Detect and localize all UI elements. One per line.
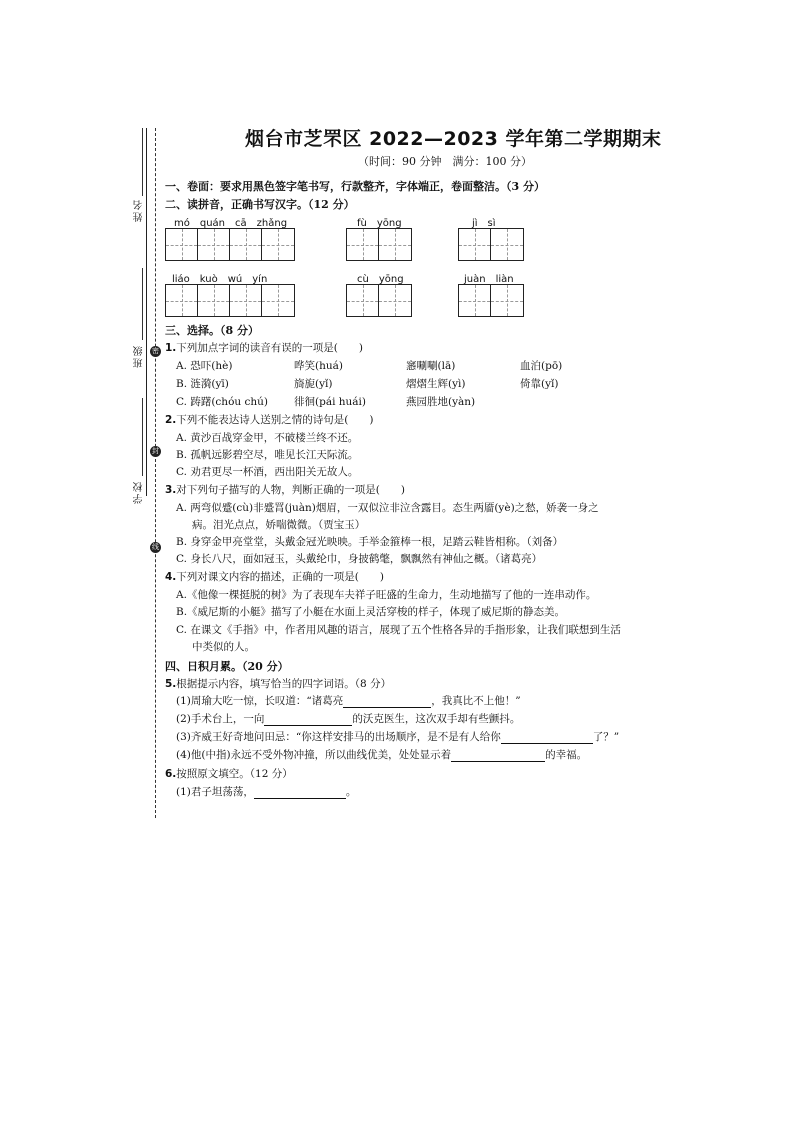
q5-item-1 <box>176 693 521 708</box>
question-text: 按照原文填空。（12 分） <box>176 768 293 780</box>
q4-option-a[interactable]: A.《他像一棵挺脱的树》为了表现车夫祥子旺盛的生命力，生动地描写了他的一连串动作。 <box>176 589 597 601</box>
q4-option-b[interactable]: B.《威尼斯的小艇》描写了小艇在水面上灵活穿梭的样子，体现了威尼斯的静态美。 <box>176 606 566 618</box>
writing-cell[interactable] <box>379 229 411 260</box>
pinyin-label: fù yōng <box>357 218 402 229</box>
school-label: 学校 <box>134 480 145 504</box>
pinyin-label: liáo kuò wú yín <box>172 274 268 285</box>
pinyin-label: mó quán cā zhǎng <box>174 218 288 229</box>
answer-blank[interactable] <box>254 787 346 799</box>
question-2-stem <box>165 412 374 427</box>
q1-option-word: 熠熠生辉(yì) <box>406 378 466 390</box>
item-text: (1)君子坦荡荡， <box>176 786 254 798</box>
pinyin-label: juàn liàn <box>464 274 514 285</box>
writing-cell[interactable] <box>491 229 523 260</box>
item-text: 。 <box>345 786 357 798</box>
writing-cell[interactable] <box>459 229 491 260</box>
pinyin-label: jì sì <box>472 218 496 229</box>
question-number: 5. <box>165 678 177 690</box>
q4-option-c[interactable]: C. 在课文《手指》中，作者用风趣的语言，展现了五个性格各异的手指形象，让我们联想到生活 <box>176 624 621 636</box>
item-text: (3)齐威王好奇地问田忌：“你这样安排马的出场顺序，是不是有人给你 <box>176 731 501 743</box>
question-text: 下列不能表达诗人送别之情的诗句是( ) <box>176 414 374 426</box>
q1-option-word: 旖旎(yǐ) <box>294 378 333 390</box>
seal-dot: 密 <box>152 347 159 355</box>
page-subtitle: （时间：90 分钟 满分：100 分） <box>358 155 532 168</box>
question-number: 6. <box>165 768 177 780</box>
q1-option-word: 徘徊(pái huái) <box>294 396 367 408</box>
writing-cell[interactable] <box>230 285 262 316</box>
writing-grid[interactable] <box>458 284 524 317</box>
answer-blank[interactable] <box>343 696 431 708</box>
item-text: ，我真比不上他！” <box>431 695 521 707</box>
question-5-stem <box>165 676 391 691</box>
writing-cell[interactable] <box>491 285 523 316</box>
q2-option-c[interactable]: C. 劝君更尽一杯酒，西出阳关无故人。 <box>176 466 359 478</box>
question-number: 2. <box>165 414 177 426</box>
question-3-stem <box>165 482 405 497</box>
margin-solid-line <box>146 128 147 496</box>
section-4-heading: 四、日积月累。（20 分） <box>165 660 289 673</box>
q1-option-word: 窸唰唰(lā) <box>406 360 456 372</box>
q5-item-4 <box>176 747 587 762</box>
writing-cell[interactable] <box>347 285 379 316</box>
name-field[interactable] <box>142 128 143 196</box>
seal-dot: 封 <box>152 447 159 455</box>
seal-dashed-line <box>155 128 156 818</box>
q1-option[interactable]: C. 踌躇(chóu chú) <box>176 396 268 408</box>
question-6-stem <box>165 766 293 781</box>
q2-option-a[interactable]: A. 黄沙百战穿金甲，不破楼兰终不还。 <box>176 432 359 444</box>
item-text: (4)他(中指)永远不受外物冲撞，所以曲线优美，处处显示着 <box>176 749 452 761</box>
question-number: 3. <box>165 484 177 496</box>
answer-blank[interactable] <box>501 732 593 744</box>
q3-option-a-cont: 病。泪光点点，娇喘微微。（贾宝玉） <box>192 519 366 531</box>
q1-option-word: 哗笑(huá) <box>294 360 343 372</box>
writing-cell[interactable] <box>166 285 198 316</box>
question-number: 1. <box>165 342 177 354</box>
q3-option-c[interactable]: C. 身长八尺，面如冠玉，头戴纶巾，身披鹤氅，飘飘然有神仙之概。（诸葛亮） <box>176 553 543 565</box>
writing-cell[interactable] <box>166 229 198 260</box>
q3-option-a[interactable]: A. 两弯似蹙(cù)非蹙罥(juàn)烟眉，一双似泣非泣含露目。态生两靥(yè)之愁，娇袭一身之 <box>176 502 599 514</box>
name-label: 姓名 <box>134 198 145 222</box>
section-2-heading: 二、读拼音，正确书写汉字。（12 分） <box>165 198 355 211</box>
writing-grid[interactable] <box>346 228 412 261</box>
writing-cell[interactable] <box>459 285 491 316</box>
q2-option-b[interactable]: B. 孤帆远影碧空尽，唯见长江天际流。 <box>176 449 359 461</box>
section-1-heading: 一、卷面：要求用黑色签字笔书写，行款整齐，字体端正，卷面整洁。（3 分） <box>165 180 545 193</box>
answer-blank[interactable] <box>451 750 545 762</box>
class-label: 班级 <box>134 344 145 368</box>
writing-cell[interactable] <box>379 285 411 316</box>
q5-item-2 <box>176 711 520 726</box>
question-text: 下列对课文内容的描述，正确的一项是( ) <box>176 571 384 583</box>
question-text: 下列加点字词的读音有误的一项是( ) <box>176 342 363 354</box>
q5-item-3 <box>176 729 619 744</box>
item-text: (2)手术台上，一向 <box>176 713 265 725</box>
writing-cell[interactable] <box>198 229 230 260</box>
writing-cell[interactable] <box>262 285 294 316</box>
section-3-heading: 三、选择。（8 分） <box>165 324 259 337</box>
writing-grid[interactable] <box>165 284 295 317</box>
q1-option[interactable]: B. 涟漪(yī) <box>176 378 229 390</box>
item-text: 的幸福。 <box>545 749 588 761</box>
q1-option-word: 血泊(pō) <box>520 360 563 372</box>
q4-option-c-cont: 中类似的人。 <box>192 641 255 653</box>
question-text: 对下列句子描写的人物，判断正确的一项是( ) <box>176 484 405 496</box>
q1-option[interactable]: A. 恐吓(hè) <box>176 360 233 372</box>
question-text: 根据提示内容，填写恰当的四字词语。（8 分） <box>176 678 392 690</box>
writing-grid[interactable] <box>346 284 412 317</box>
item-text: 了？” <box>592 731 620 743</box>
item-text: 的沃克医生，这次双手却有些颤抖。 <box>352 713 521 725</box>
answer-blank[interactable] <box>264 714 352 726</box>
q6-item-1 <box>176 784 356 799</box>
q1-option-word: 燕园胜地(yàn) <box>406 396 476 408</box>
page-title: 烟台市芝罘区 2022—2023 学年第二学期期末 <box>245 128 662 150</box>
q3-option-b[interactable]: B. 身穿金甲亮堂堂，头戴金冠光映映。手举金箍棒一根，足踏云鞋皆相称。（刘备） <box>176 536 564 548</box>
item-text: (1)周瑜大吃一惊，长叹道：“诸葛亮 <box>176 695 344 707</box>
writing-cell[interactable] <box>198 285 230 316</box>
question-number: 4. <box>165 571 177 583</box>
class-field[interactable] <box>142 268 143 340</box>
pinyin-label: cù yōng <box>357 274 404 285</box>
seal-dot: 线 <box>152 543 159 551</box>
q1-option-word: 倚靠(yǐ) <box>520 378 559 390</box>
question-1-stem <box>165 340 363 355</box>
writing-cell[interactable] <box>230 229 262 260</box>
writing-grid[interactable] <box>458 228 524 261</box>
school-field[interactable] <box>142 398 143 476</box>
writing-cell[interactable] <box>262 229 294 260</box>
writing-grid[interactable] <box>165 228 295 261</box>
question-4-stem <box>165 569 384 584</box>
writing-cell[interactable] <box>347 229 379 260</box>
